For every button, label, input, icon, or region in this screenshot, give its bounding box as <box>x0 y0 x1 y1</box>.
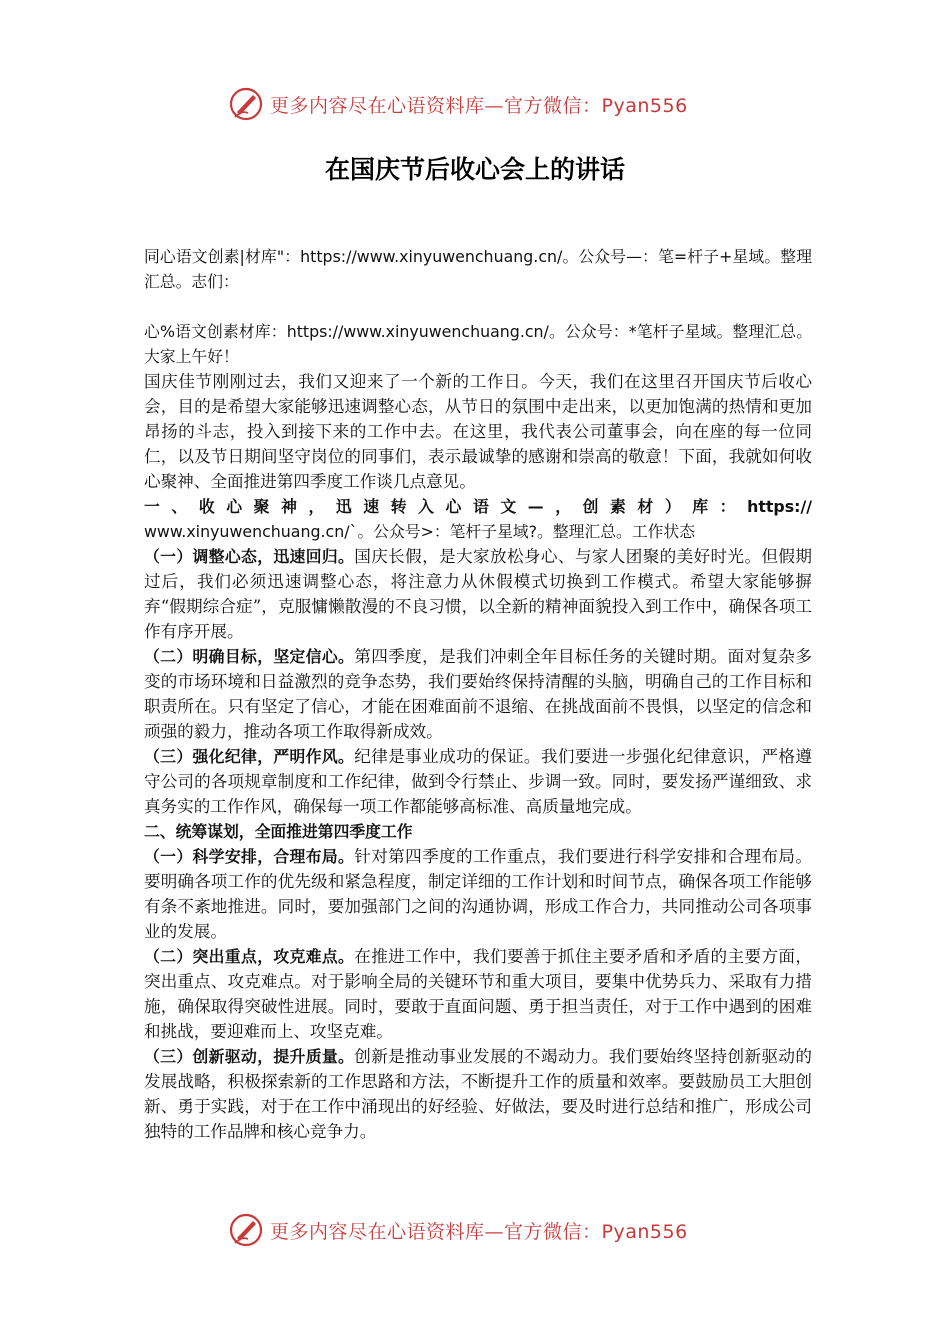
item-lead: （一）调整心态，迅速回归。 <box>144 547 355 566</box>
item-body: 在推进工作中，我们要善于抓住主要矛盾和矛盾的主要方面，突出重点、攻克难点。对于影响全局的关键环节和重大项目，要集中优势兵力、采取有力措施，确保取得突破性进展。同时，要敢于直面问题、勇于担当责任，对于工作中遇到的困难和挑战，要迎难而上、攻坚克难。 <box>144 947 812 1041</box>
section2-item-2 <box>144 944 812 1044</box>
section1-item-1 <box>144 544 812 644</box>
intro-line-1: 同心语文创素|材库"：https://www.xinyuwenchuang.cn/。公众号—：笔=杆子+星域。整理汇总。志们： <box>144 247 812 291</box>
section1-item-2 <box>144 644 812 744</box>
section1-heading-line1: 一、收心聚神，迅速转入心语文—，创素材）库：https:// <box>144 497 812 516</box>
item-lead: （一）科学安排，合理布局。 <box>144 847 355 866</box>
document-title: 在国庆节后收心会上的讲话 <box>324 155 625 184</box>
section2-item-1 <box>144 844 812 944</box>
item-lead: （三）强化纪律，严明作风。 <box>144 747 355 766</box>
item-body: 国庆长假，是大家放松身心、与家人团聚的美好时光。但假期过后，我们必须迅速调整心态，将注意力从休假模式切换到工作模式。希望大家能够摒弃“假期综合症”，克服慵懒散漫的不良习惯，以全新的精神面貌投入到工作中，确保各项工作有序开展。 <box>144 547 812 641</box>
opening-paragraph: 国庆佳节刚刚过去，我们又迎来了一个新的工作日。今天，我们在这里召开国庆节后收心会，目的是希望大家能够迅速调整心态，从节日的氛围中走出来，以更加饱满的热情和更加昂扬的斗志，投入到接下来的工作中去。在这里，我代表公司董事会，向在座的每一位同仁，以及节日期间坚守岗位的同事们，表示最诚挚的感谢和崇高的敬意！下面，我就如何收心聚神、全面推进第四季度工作谈几点意见。 <box>144 372 812 491</box>
document-body <box>144 244 812 1144</box>
item-lead: （二）突出重点，攻克难点。 <box>144 947 355 966</box>
section2-heading: 二、统筹谋划，全面推进第四季度工作 <box>144 822 413 841</box>
banner-handle: Pyan556 <box>601 1220 688 1243</box>
pen-logo-icon <box>228 86 264 122</box>
banner-text: 更多内容尽在心语资料库—官方微信：Pyan556 <box>270 1220 688 1243</box>
item-lead: （三）创新驱动，提升质量。 <box>144 1047 355 1066</box>
intro-line-2: 心%语文创素材库：https://www.xinyuwenchuang.cn/。公众号：*笔杆子星域。整理汇总。大家上午好！ <box>144 322 812 366</box>
header-watermark-banner <box>228 84 688 124</box>
section2-item-3 <box>144 1044 812 1144</box>
item-body: 第四季度，是我们冲刺全年目标任务的关键时期。面对复杂多变的市场环境和日益激烈的竞争态势，我们要始终保持清醒的头脑，明确自己的工作目标和职责所在。只有坚定了信心，才能在困难面前不退缩、在挑战面前不畏惧，以坚定的信念和顽强的毅力，推动各项工作取得新成效。 <box>144 647 812 741</box>
pen-logo-icon <box>228 1212 264 1248</box>
item-body: 创新是推动事业发展的不竭动力。我们要始终坚持创新驱动的发展战略，积极探索新的工作思路和方法，不断提升工作的质量和效率。要鼓励员工大胆创新、勇于实践，对于在工作中涌现出的好经验、好做法，要及时进行总结和推广，形成公司独特的工作品牌和核心竞争力。 <box>144 1047 812 1141</box>
section1-item-3 <box>144 744 812 819</box>
item-body: 针对第四季度的工作重点，我们要进行科学安排和合理布局。要明确各项工作的优先级和紧急程度，制定详细的工作计划和时间节点，确保各项工作能够有条不紊地推进。同时，要加强部门之间的沟通协调，形成工作合力，共同推动公司各项事业的发展。 <box>144 847 812 941</box>
banner-handle: Pyan556 <box>601 94 688 117</box>
item-lead: （二）明确目标，坚定信心。 <box>144 647 355 666</box>
section1-heading-line2: www.xinyuwenchuang.cn/`。公众号>：笔杆子星域?。整理汇总。工作状态 <box>144 522 696 541</box>
item-body: 纪律是事业成功的保证。我们要进一步强化纪律意识，严格遵守公司的各项规章制度和工作纪律，做到令行禁止、步调一致。同时，要发扬严谨细致、求真务实的工作作风，确保每一项工作都能够高标准、高质量地完成。 <box>144 747 812 816</box>
footer-watermark-banner <box>228 1210 688 1250</box>
banner-text: 更多内容尽在心语资料库—官方微信：Pyan556 <box>270 94 688 117</box>
